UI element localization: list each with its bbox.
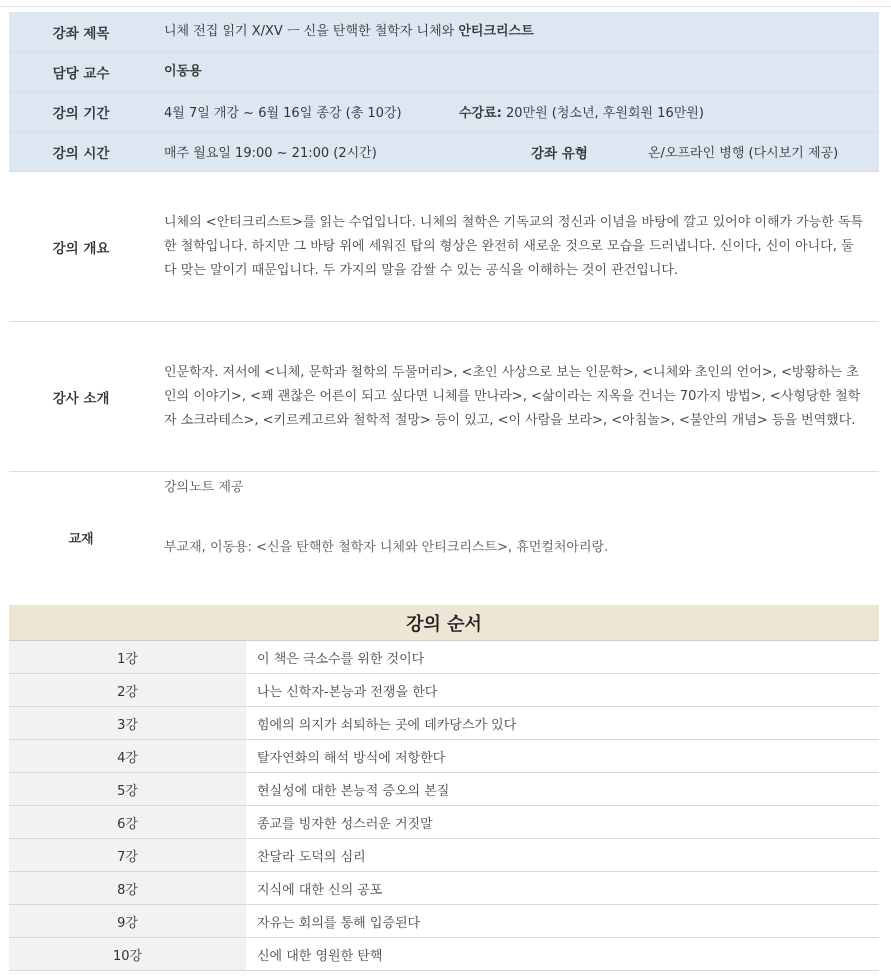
- professor-value: 이동용: [164, 64, 202, 79]
- lecture-number: 8강: [9, 872, 246, 904]
- lecture-row: [9, 806, 879, 839]
- instructor-label: 강사 소개: [52, 390, 110, 407]
- lecture-title: 현실성에 대한 본능적 증오의 본질: [246, 773, 879, 805]
- lecture-title: 지식에 대한 신의 공포: [246, 872, 879, 904]
- fee-label: 수강료:: [459, 106, 502, 121]
- lecture-title: 자유는 회의를 통해 입증된다: [246, 905, 879, 937]
- fee-value: [459, 92, 704, 131]
- type-label: 강좌 유형: [531, 145, 588, 162]
- lecture-title: 나는 신학자-본능과 전쟁을 한다: [246, 674, 879, 706]
- course-title-value: [164, 12, 869, 51]
- top-divider: [0, 0, 891, 7]
- course-title-row: [9, 12, 879, 52]
- lecture-number: 6강: [9, 806, 246, 838]
- lecture-list: [9, 641, 879, 971]
- course-title-label: 강좌 제목: [52, 25, 110, 42]
- lecture-title: 종교를 빙자한 성스러운 거짓말: [246, 806, 879, 838]
- overview-row: [9, 172, 879, 322]
- professor-label: 담당 교수: [52, 65, 110, 82]
- lecture-number: 4강: [9, 740, 246, 772]
- period-label: 강의 기간: [52, 105, 110, 122]
- lecture-order-table: [9, 605, 879, 971]
- time-label: 강의 시간: [52, 145, 110, 162]
- professor-row: [9, 52, 879, 92]
- lecture-number: 5강: [9, 773, 246, 805]
- period-row: [9, 92, 879, 132]
- overview-label: 강의 개요: [52, 240, 110, 257]
- lecture-row: [9, 872, 879, 905]
- lecture-title: 찬달라 도덕의 심리: [246, 839, 879, 871]
- lecture-number: 10강: [9, 938, 246, 970]
- lecture-number: 3강: [9, 707, 246, 739]
- lecture-row: [9, 839, 879, 872]
- type-value: 온/오프라인 병행 (다시보기 제공): [648, 146, 839, 161]
- lecture-title: 힘에의 의지가 쇠퇴하는 곳에 데카당스가 있다: [246, 707, 879, 739]
- instructor-row: [9, 322, 879, 472]
- lecture-row: [9, 707, 879, 740]
- time-value: 매주 월요일 19:00 ~ 21:00 (2시간): [164, 146, 377, 161]
- course-title-text: 니체 전집 읽기 X/XV ㅡ 신을 탄핵한 철학자 니체와: [164, 24, 459, 39]
- instructor-text: 인문학자. 저서에 <니체, 문학과 철학의 두물머리>, <초인 사상으로 보는 인문학>, <니체와 초인의 언어>, <방황하는 초인의 이야기>, <꽤 괜찮은 어른이 되고 싶다면 니체를 만나라>, <삶이라는 지옥을 건너는 70가지 방법>, <사형당한 철학자 소크라테스>, <키르케고르와 철학적 절망> 등이 있고, <이 사람을 보라>, <아침놀>, <불안의 개념> 등을 번역했다.: [164, 364, 861, 428]
- lecture-number: 1강: [9, 641, 246, 673]
- textbook-main: 강의노트 제공: [164, 480, 244, 495]
- textbook-sub: 부교재, 이동용: <신을 탄핵한 철학자 니체와 안티크리스트>, 휴먼컬처아리랑.: [164, 540, 609, 555]
- lecture-number: 7강: [9, 839, 246, 871]
- course-info-table: [9, 12, 879, 602]
- textbook-row: [9, 472, 879, 602]
- fee-text: 20만원 (청소년, 후원회원 16만원): [501, 106, 704, 121]
- lecture-title: 이 책은 극소수를 위한 것이다: [246, 641, 879, 673]
- instructor-value: [164, 322, 869, 471]
- lecture-row: [9, 773, 879, 806]
- lecture-row: [9, 938, 879, 971]
- overview-text: 니체의 <안티크리스트>를 읽는 수업입니다. 니체의 철학은 기독교의 정신과 이념을 바탕에 깔고 있어야 이해가 가능한 독특한 철학입니다. 하지만 그 바탕 위에 세워진 탑의 형상은 완전히 새로운 것으로 모습을 드러냅니다. 신이다, 신이 아니다, 둘 다 맞는 말이기 때문입니다. 두 가지의 말을 감쌀 수 있는 공식을 이해하는 것이 관건입니다.: [164, 214, 864, 278]
- period-value: 4월 7일 개강 ~ 6월 16일 종강 (총 10강): [164, 106, 402, 121]
- lecture-order-heading: 강의 순서: [9, 605, 879, 641]
- overview-value: [164, 172, 869, 321]
- time-row: [9, 132, 879, 172]
- lecture-row: [9, 740, 879, 773]
- lecture-number: 2강: [9, 674, 246, 706]
- lecture-title: 신에 대한 영원한 탄핵: [246, 938, 879, 970]
- lecture-title: 탈자연화의 해석 방식에 저항한다: [246, 740, 879, 772]
- lecture-row: [9, 641, 879, 674]
- lecture-row: [9, 905, 879, 938]
- course-title-bold: 안티크리스트: [458, 24, 534, 39]
- textbook-label: 교재: [68, 531, 94, 547]
- lecture-number: 9강: [9, 905, 246, 937]
- lecture-row: [9, 674, 879, 707]
